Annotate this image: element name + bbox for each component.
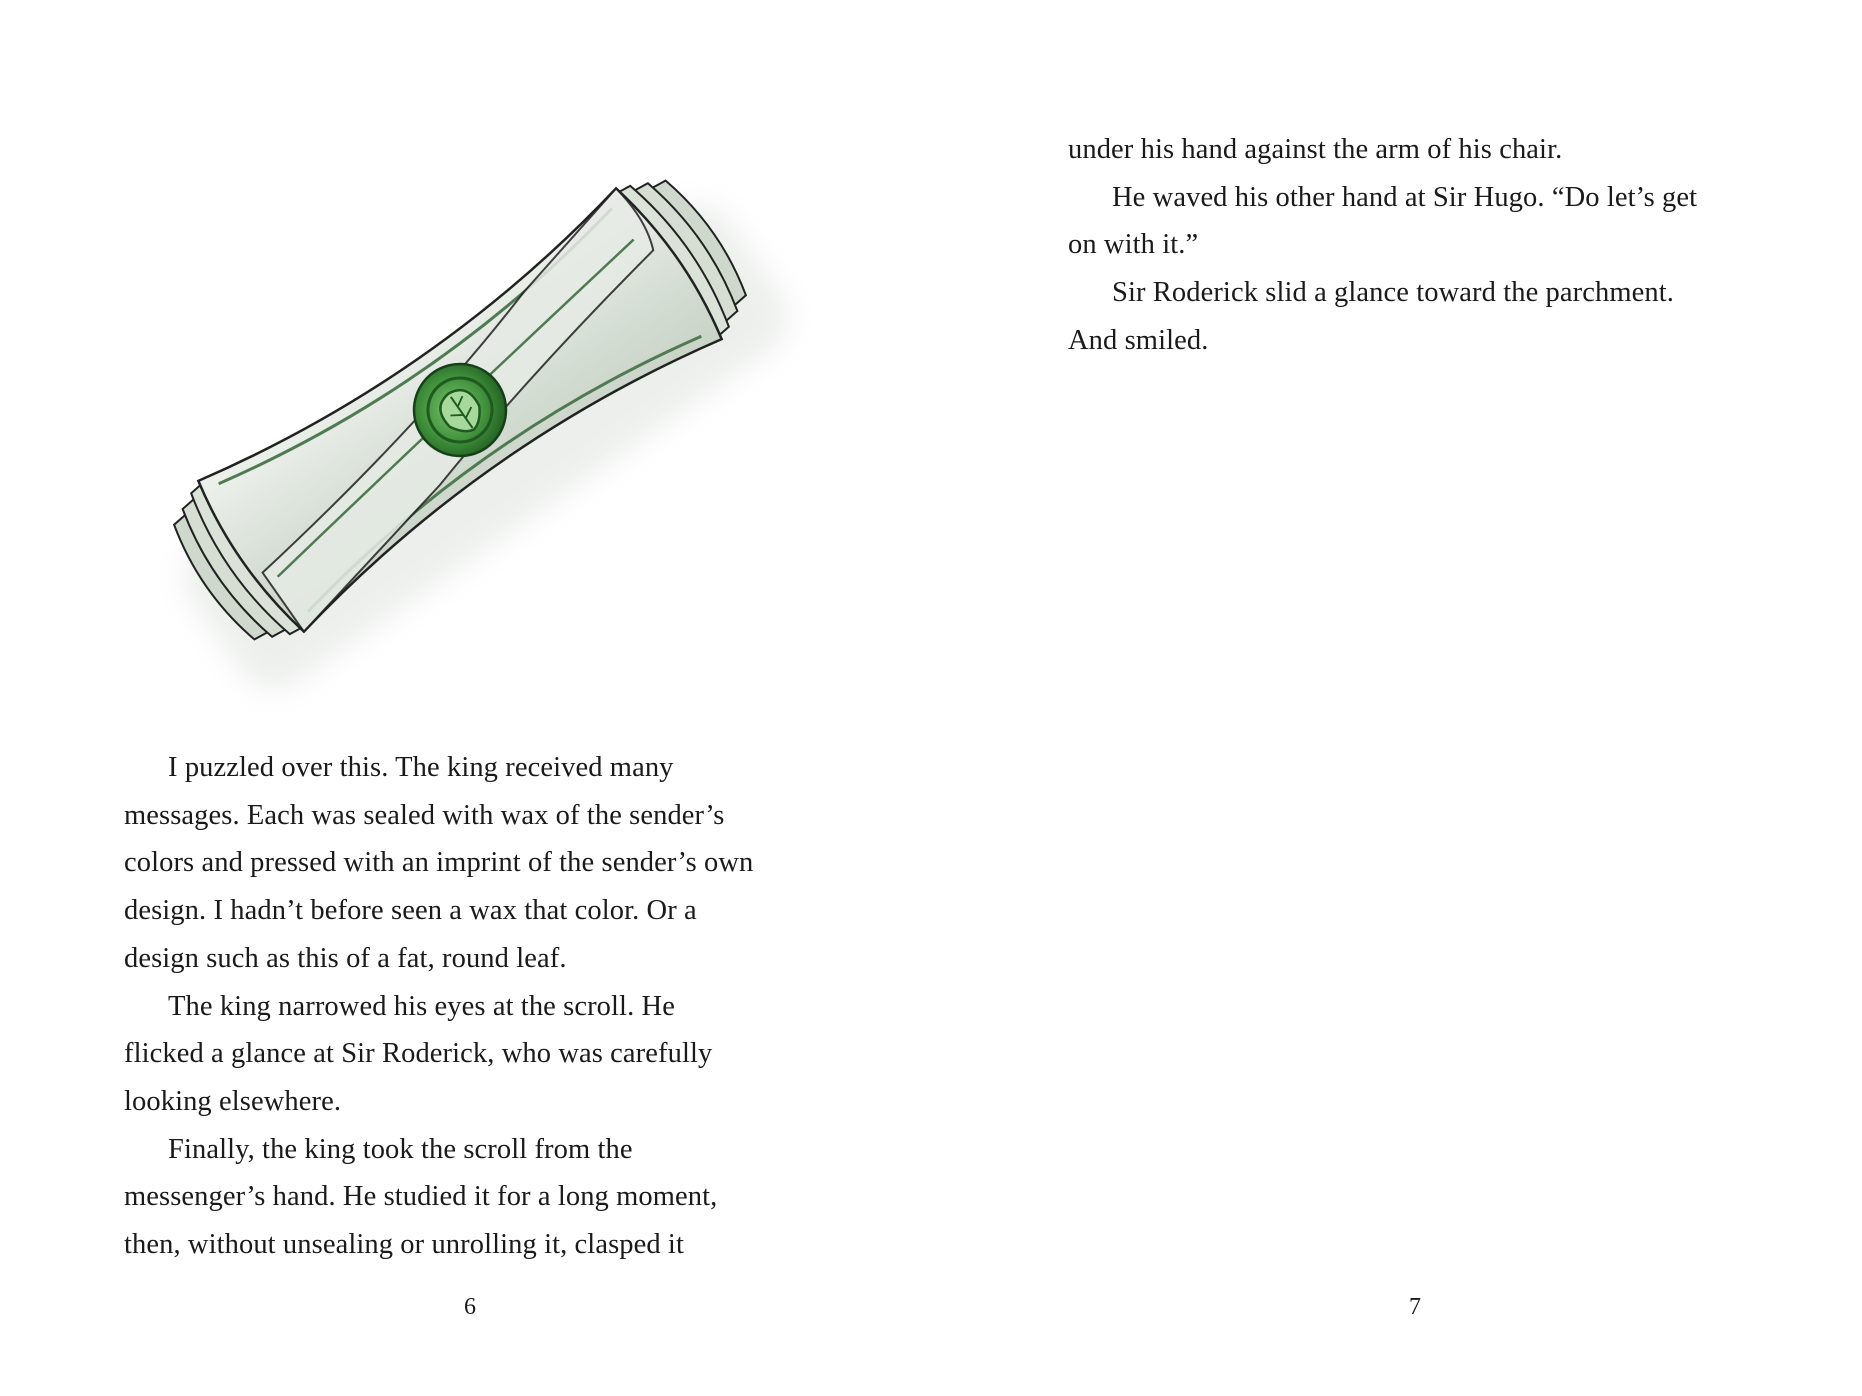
text-line: He waved his other hand at Sir Hugo. “Do let’s get [1112,181,1698,213]
text-line: then, without unsealing or unrolling it, clasped it [124,1229,684,1261]
page-number: 7 [1409,1294,1421,1320]
text-line: colors and pressed with an imprint of the sender’s own [124,847,754,879]
right-page [931,0,1862,1396]
text-line: on with it.” [1068,229,1199,261]
right-page-text [1068,126,1788,365]
text-line: Finally, the king took the scroll from the [168,1133,633,1165]
text-line: Sir Roderick slid a glance toward the parchment. [1112,277,1674,309]
scroll-illustration [20,80,900,740]
text-line: flicked a glance at Sir Roderick, who was carefully [124,1038,713,1070]
text-line: messages. Each was sealed with wax of the sender’s [124,799,725,831]
text-line: And smiled. [1068,324,1209,356]
text-line: I puzzled over this. The king received many [168,752,674,783]
text-line: under his hand against the arm of his chair. [1068,134,1563,165]
text-line: The king narrowed his eyes at the scroll. He [168,990,675,1022]
page-number: 6 [464,1294,476,1320]
text-line: design. I hadn’t before seen a wax that color. Or a [124,895,697,927]
left-page-text [124,744,844,1269]
text-line: looking elsewhere. [124,1085,342,1117]
text-line: messenger’s hand. He studied it for a long moment, [124,1181,718,1213]
text-line: design such as this of a fat, round leaf. [124,942,567,974]
